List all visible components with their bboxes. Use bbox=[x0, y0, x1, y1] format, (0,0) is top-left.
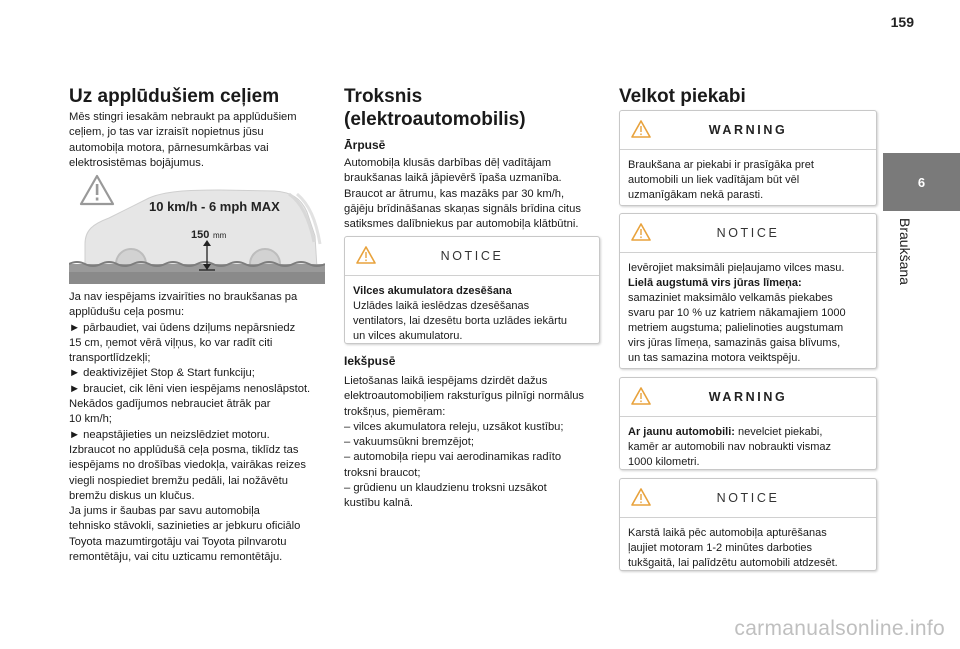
text-line: Automobiļa klusās darbības dēļ vadītājam bbox=[344, 157, 552, 169]
text-line: ceļiem, jo tas var izraisīt nopietnus jūsu bbox=[69, 126, 264, 139]
text-line: viegli nospiediet bremžu pedāli, lai nožāvētu bbox=[69, 474, 288, 487]
notice-title: NOTICE bbox=[716, 226, 780, 240]
caution-triangle-icon bbox=[355, 245, 377, 265]
text-line: transportlīdzekļi; bbox=[69, 352, 151, 365]
text-line: svaru par 10 % uz katriem nākamajiem 1000 bbox=[628, 307, 846, 319]
chapter-label: Braukšana bbox=[897, 218, 913, 285]
text-line: Ievērojiet maksimāli pieļaujamo vilces masu. bbox=[628, 262, 845, 274]
flooded-intro bbox=[69, 110, 325, 171]
watermark: carmanualsonline.info bbox=[734, 617, 945, 640]
notice-box-weight bbox=[619, 213, 877, 369]
text-line: ventilators, lai dzesētu borta uzlādes iekārtu bbox=[353, 315, 568, 327]
text-line: elektroautomobiļiem raksturīgus pilnīgi normālus bbox=[344, 390, 585, 403]
notice-header bbox=[620, 479, 876, 518]
page-number: 159 bbox=[890, 14, 914, 30]
text-line: tukšgaitā, lai palīdzētu automobili atdzesēt. bbox=[628, 557, 838, 569]
text-line: Karstā laikā pēc automobiļa apturēšanas bbox=[628, 527, 827, 539]
text-line: – grūdienu un klaudzienu troksni uzsākot bbox=[344, 482, 547, 495]
text-line: Nekādos gadījumos nebrauciet ātrāk par bbox=[69, 398, 271, 411]
warning-triangle-icon bbox=[81, 176, 113, 204]
warning-box-new-car bbox=[619, 377, 877, 470]
notice-bold-line: Vilces akumulatora dzesēšana bbox=[353, 285, 512, 297]
section-heading-noise-1: Troksnis bbox=[344, 86, 423, 107]
text-line: gājēju brīdināšanas skaņas signāls brīdina citus bbox=[344, 202, 581, 215]
text-line: elektrosistēmas bojājumus. bbox=[69, 156, 204, 169]
notice-box-battery bbox=[344, 236, 600, 344]
warning-header bbox=[620, 111, 876, 150]
text-line: – vakuumsūkni bremzējot; bbox=[344, 436, 474, 449]
section-heading-flooded: Uz applūdušiem ceļiem bbox=[69, 86, 280, 107]
subheading-outside: Ārpusē bbox=[344, 138, 386, 152]
notice-bold-line: Lielā augstumā virs jūras līmeņa: bbox=[628, 277, 802, 289]
warning-header bbox=[620, 378, 876, 417]
text-line: Braukšana ar piekabi ir prasīgāka pret bbox=[628, 159, 814, 171]
text-line: Ja jums ir šaubas par savu automobiļa bbox=[69, 505, 260, 518]
text-line: – automobiļa riepu vai aerodinamikas radīto bbox=[344, 451, 562, 464]
warning-title: WARNING bbox=[708, 390, 788, 404]
text-line: Toyota mazumtirgotāju vai Toyota pilnvarotu bbox=[69, 535, 287, 548]
text-line: automobili un liek vadītājam būt vēl bbox=[628, 174, 800, 186]
text-line: Uzlādes laikā ieslēdzas dzesēšanas bbox=[353, 300, 530, 312]
text-line: un vilces akumulatoru. bbox=[353, 330, 463, 342]
text-line: virs jūras līmeņa, samazinās gaisa blīvums, bbox=[628, 337, 841, 349]
text-line: 15 cm, ņemot vērā viļņus, ko var radīt citi bbox=[69, 336, 273, 349]
text-line: tehnisko stāvokli, sazinieties ar jebkuru oficiālo bbox=[69, 520, 301, 533]
speed-limit-label: 10 km/h - 6 mph MAX bbox=[149, 199, 280, 214]
text-line: 10 km/h; bbox=[69, 413, 112, 426]
text-line: metriem augstuma; palielinoties augstumam bbox=[628, 322, 844, 334]
text-line: kamēr ar automobili nav nobraukti vismaz bbox=[628, 441, 831, 453]
warning-title: WARNING bbox=[708, 123, 788, 137]
depth-value: 150 bbox=[191, 229, 210, 241]
warning-box-trailer bbox=[619, 110, 877, 206]
warning-lead-rest: nevelciet piekabi, bbox=[734, 426, 823, 438]
text-line: ► brauciet, cik lēni vien iespējams nenoslāpstot. bbox=[69, 382, 311, 395]
caution-triangle-icon bbox=[630, 222, 652, 242]
text-line: Mēs stingri iesakām nebraukt pa applūdušiem bbox=[69, 111, 297, 123]
text-line: – vilces akumulatora releju, uzsākot kustību; bbox=[344, 420, 564, 433]
car-in-water-image bbox=[69, 172, 325, 284]
notice-title: NOTICE bbox=[716, 491, 780, 505]
text-line: uzmanīgākam nekā parasti. bbox=[628, 189, 764, 201]
text-line: applūdušu ceļa posmu: bbox=[69, 306, 185, 319]
notice-header bbox=[345, 237, 599, 276]
text-line: remontētāju, vai citu uzticamu remontētāju. bbox=[69, 551, 283, 564]
text-line: samaziniet maksimālo velkamās piekabes bbox=[628, 292, 833, 304]
text-line: ► neapstājieties un neizslēdziet motoru. bbox=[69, 428, 270, 441]
notice-box-cooling bbox=[619, 478, 877, 571]
notice-title: NOTICE bbox=[440, 249, 504, 263]
chapter-tab[interactable]: 6 bbox=[883, 153, 960, 211]
text-line: Ja nav iespējams izvairīties no braukšanas pa bbox=[69, 291, 298, 303]
text-line bbox=[628, 425, 868, 440]
text-line: Lietošanas laikā iespējams dzirdēt dažus bbox=[344, 375, 548, 387]
flood-illustration bbox=[69, 172, 325, 284]
text-line: bremžu diskus un klučus. bbox=[69, 489, 195, 502]
text-line: kustību kalnā. bbox=[344, 497, 414, 510]
depth-unit: mm bbox=[213, 231, 227, 240]
text-line: iespējams no drošības viedokļa, vairākas reizes bbox=[69, 459, 306, 472]
text-line: trokšņus, piemēram: bbox=[344, 405, 446, 418]
text-line: 1000 kilometri. bbox=[628, 456, 700, 468]
text-line: troksni braucot; bbox=[344, 466, 421, 479]
text-line: Braucot ar ātrumu, kas mazāks par 30 km/h, bbox=[344, 187, 565, 200]
text-line: Izbraucot no applūdušā ceļa posma, tiklīdz tas bbox=[69, 443, 299, 456]
subheading-inside: Iekšpusē bbox=[344, 354, 396, 368]
warning-triangle-icon bbox=[630, 386, 652, 406]
text-line: ► pārbaudiet, vai ūdens dziļums nepārsniedz bbox=[69, 321, 296, 334]
caution-triangle-icon bbox=[630, 487, 652, 507]
warning-bold-lead: Ar jaunu automobili: bbox=[628, 426, 735, 438]
text-line: braukšanas laikā jāpievērš īpaša uzmanība. bbox=[344, 172, 562, 185]
notice-header bbox=[620, 214, 876, 253]
text-line: un tas samazina motora veiktspēju. bbox=[628, 352, 801, 364]
text-line: ļaujiet motoram 1-2 minūtes darboties bbox=[628, 542, 813, 554]
text-line: automobiļa motora, pārnesumkārbas vai bbox=[69, 141, 269, 154]
text-line: ► deaktivizējiet Stop & Start funkciju; bbox=[69, 367, 255, 380]
section-heading-towing: Velkot piekabi bbox=[619, 86, 746, 107]
text-line: satiksmes dalībniekus par automobiļa klātbūtni. bbox=[344, 218, 579, 231]
section-heading-noise-2: (elektroautomobilis) bbox=[344, 109, 526, 130]
warning-triangle-icon bbox=[630, 119, 652, 139]
